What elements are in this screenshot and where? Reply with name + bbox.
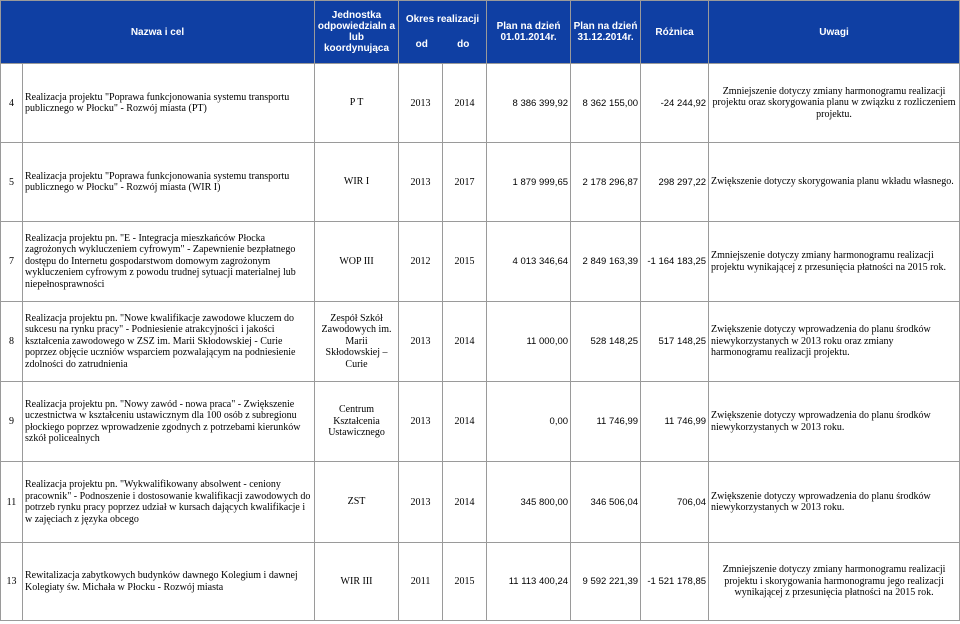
table-row	[1, 143, 960, 222]
period-from: 2013	[399, 302, 443, 382]
period-from: 2013	[399, 462, 443, 543]
responsible-unit: WIR I	[315, 143, 399, 222]
project-name: Realizacja projektu "Poprawa funkcjonowania systemu transportu publicznego w Płocku" - Rozwój miasta (PT)	[23, 64, 315, 143]
header-to: do	[457, 39, 470, 50]
header-difference: Różnica	[641, 1, 709, 64]
period-to: 2014	[443, 64, 487, 143]
table-row	[1, 222, 960, 302]
project-name: Realizacja projektu pn. "Nowe kwalifikacje zawodowe kluczem do sukcesu na rynku pracy" - Podniesienie atrakcyjności i jakości kształcenia zawodowego w ZSZ im. Marii Skłodowskiej - Curie poprzez objęcie uczniów wsparciem pozwalającym na podniesienie zdolności do zatrudnienia	[23, 302, 315, 382]
responsible-unit: WIR III	[315, 543, 399, 621]
period-to: 2014	[443, 462, 487, 543]
difference-value: 706,04	[641, 462, 709, 543]
plan-end-value: 8 362 155,00	[571, 64, 641, 143]
period-to: 2014	[443, 382, 487, 462]
header-period-label: Okres realizacji	[405, 14, 480, 25]
plan-end-value: 346 506,04	[571, 462, 641, 543]
notes-text: Zwiększenie dotyczy wprowadzenia do planu środków niewykorzystanych w 2013 roku oraz zmiany harmonogramu realizacji projektu.	[709, 302, 960, 382]
row-number: 5	[1, 143, 23, 222]
project-name: Realizacja projektu pn. "Wykwalifikowany absolwent - ceniony pracownik" - Podnoszenie i dostosowanie kwalifikacji zawodowych do potrzeb rynku pracy poprzez udział w kursach dających kwalifikacje i w zajęciach z języka obcego	[23, 462, 315, 543]
plan-start-value: 345 800,00	[487, 462, 571, 543]
period-to: 2017	[443, 143, 487, 222]
header-from: od	[415, 39, 428, 50]
table-row	[1, 382, 960, 462]
row-number: 13	[1, 543, 23, 621]
project-name: Rewitalizacja zabytkowych budynków dawnego Kolegium i dawnej Kolegiaty św. Michała w Płocku - Rozwój miasta	[23, 543, 315, 621]
row-number: 11	[1, 462, 23, 543]
header-period	[399, 1, 487, 64]
difference-value: 11 746,99	[641, 382, 709, 462]
notes-text: Zmniejszenie dotyczy zmiany harmonogramu realizacji projektu i skorygowania harmonogramu jego realizacji wynikającej z przesunięcia płatności na 2015 rok.	[709, 543, 960, 621]
project-name: Realizacja projektu pn. "E - Integracja mieszkańców Płocka zagrożonych wykluczeniem cyfrowym" - Zapewnienie bezpłatnego dostępu do Internetu gospodarstwom domowym zagrożonym wykluczeniem cyfrowym z powodu trudnej sytuacji materialnej lub niepełnosprawności	[23, 222, 315, 302]
plan-end-value: 9 592 221,39	[571, 543, 641, 621]
header-plan-end: Plan na dzień 31.12.2014r.	[571, 1, 641, 64]
responsible-unit: WOP III	[315, 222, 399, 302]
row-number: 7	[1, 222, 23, 302]
difference-value: 298 297,22	[641, 143, 709, 222]
table-row	[1, 462, 960, 543]
notes-text: Zwiększenie dotyczy wprowadzenia do planu środków niewykorzystanych w 2013 roku.	[709, 462, 960, 543]
plan-end-value: 528 148,25	[571, 302, 641, 382]
row-number: 4	[1, 64, 23, 143]
table-header-row	[1, 1, 960, 64]
notes-text: Zwiększenie dotyczy skorygowania planu wkładu własnego.	[709, 143, 960, 222]
plan-end-value: 2 178 296,87	[571, 143, 641, 222]
notes-text: Zmniejszenie dotyczy zmiany harmonogramu realizacji projektu oraz skorygowania planu w związku z rozliczeniem projektu.	[709, 64, 960, 143]
period-to: 2014	[443, 302, 487, 382]
header-unit: Jednostka odpowiedzialn a lub koordynująca	[315, 1, 399, 64]
row-number: 9	[1, 382, 23, 462]
project-name: Realizacja projektu "Poprawa funkcjonowania systemu transportu publicznego w Płocku" - Rozwój miasta (WIR I)	[23, 143, 315, 222]
period-from: 2013	[399, 64, 443, 143]
header-notes: Uwagi	[709, 1, 960, 64]
plan-end-value: 2 849 163,39	[571, 222, 641, 302]
plan-end-value: 11 746,99	[571, 382, 641, 462]
responsible-unit: P T	[315, 64, 399, 143]
plan-start-value: 11 000,00	[487, 302, 571, 382]
responsible-unit: Centrum Kształcenia Ustawicznego	[315, 382, 399, 462]
period-from: 2012	[399, 222, 443, 302]
difference-value: -1 521 178,85	[641, 543, 709, 621]
header-name: Nazwa i cel	[1, 1, 315, 64]
row-number: 8	[1, 302, 23, 382]
table-row	[1, 543, 960, 621]
period-to: 2015	[443, 543, 487, 621]
difference-value: -1 164 183,25	[641, 222, 709, 302]
plan-start-value: 0,00	[487, 382, 571, 462]
plan-start-value: 11 113 400,24	[487, 543, 571, 621]
project-name: Realizacja projektu pn. "Nowy zawód - nowa praca" - Zwiększenie uczestnictwa w kształceniu ustawicznym dla 100 osób z subregionu płockiego poprzez wprowadzenie zgodnych z potrzebami kierunków szkół policealnych	[23, 382, 315, 462]
notes-text: Zmniejszenie dotyczy zmiany harmonogramu realizacji projektu wynikającej z przesunięcia płatności na 2015 rok.	[709, 222, 960, 302]
difference-value: -24 244,92	[641, 64, 709, 143]
period-from: 2011	[399, 543, 443, 621]
plan-start-value: 1 879 999,65	[487, 143, 571, 222]
responsible-unit: ZST	[315, 462, 399, 543]
period-from: 2013	[399, 382, 443, 462]
period-from: 2013	[399, 143, 443, 222]
difference-value: 517 148,25	[641, 302, 709, 382]
notes-text: Zwiększenie dotyczy wprowadzenia do planu środków niewykorzystanych w 2013 roku.	[709, 382, 960, 462]
table-row	[1, 64, 960, 143]
plan-start-value: 4 013 346,64	[487, 222, 571, 302]
plan-start-value: 8 386 399,92	[487, 64, 571, 143]
responsible-unit: Zespół Szkół Zawodowych im. Marii Skłodowskiej – Curie	[315, 302, 399, 382]
period-to: 2015	[443, 222, 487, 302]
table-row	[1, 302, 960, 382]
header-plan-start: Plan na dzień 01.01.2014r.	[487, 1, 571, 64]
